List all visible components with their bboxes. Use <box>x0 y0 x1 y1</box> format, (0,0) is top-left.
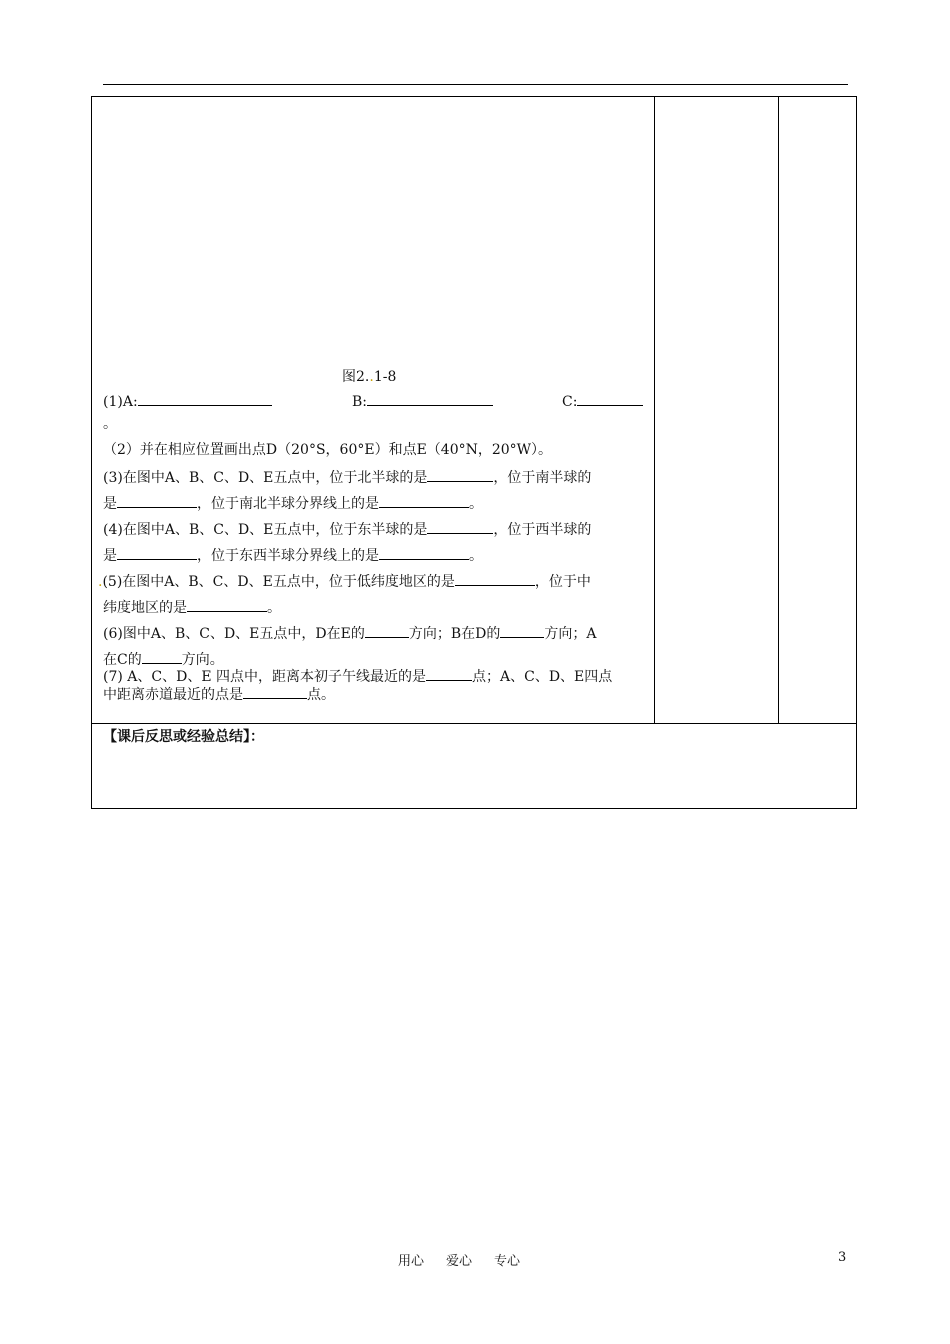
answer-blank-b-from-d[interactable] <box>500 623 544 638</box>
answer-blank-b[interactable] <box>367 391 493 406</box>
answer-blank-low-latitude[interactable] <box>455 571 535 586</box>
question-4: (4)在图中A、B、C、D、E五点中，位于东半球的是 ，位于西半球的 <box>103 519 591 539</box>
question-5-cont: 纬度地区的是 。 <box>103 597 281 617</box>
question-3-cont: 是 ，位于南北半球分界线上的是 。 <box>103 493 483 513</box>
answer-blank-west[interactable] <box>117 545 197 560</box>
answer-blank-d-from-e[interactable] <box>365 623 409 638</box>
answer-blank-east[interactable] <box>427 519 493 534</box>
answer-blank-a-from-c[interactable] <box>142 649 182 664</box>
answer-blank-equator-nearest[interactable] <box>243 684 307 699</box>
answer-blank-south[interactable] <box>117 493 197 508</box>
answer-blank-north[interactable] <box>427 467 493 482</box>
question-3: (3)在图中A、B、C、D、E五点中，位于北半球的是 ，位于南半球的 <box>103 467 591 487</box>
footer-motto-2: 爱心 <box>446 1254 473 1269</box>
answer-blank-boundary[interactable] <box>379 545 469 560</box>
answer-blank-c[interactable] <box>577 391 643 406</box>
row-divider <box>91 723 857 724</box>
question-2: （2）并在相应位置画出点D（20°S，60°E）和点E（40°N，20°W）。 <box>103 442 553 458</box>
question-7: (7) A、C、D、E 四点中，距离本初子午线最近的是 点；A、C、D、E四点 <box>103 666 612 686</box>
reflection-heading: 【课后反思或经验总结】： <box>103 729 264 745</box>
header-rule <box>103 84 848 85</box>
figure-caption: 图2..1-8 <box>342 369 397 385</box>
footer-motto-1: 用心 <box>398 1254 425 1269</box>
question-1-end: 。 <box>103 416 117 432</box>
column-divider-1 <box>654 96 655 724</box>
answer-blank-a[interactable] <box>138 391 272 406</box>
column-divider-2 <box>778 96 779 724</box>
question-6: (6)图中A、B、C、D、E五点中，D在E的 方向；B在D的 方向；A <box>103 623 596 643</box>
question-1-b: B: <box>352 391 493 411</box>
question-7-cont: 中距离赤道最近的点是 点。 <box>103 684 335 704</box>
footer-motto-3: 专心 <box>494 1254 521 1269</box>
answer-blank-mid-latitude[interactable] <box>187 597 267 612</box>
question-1: (1)A: <box>103 391 272 411</box>
question-1-c: C: <box>562 391 643 411</box>
question-4-cont: 是 ，位于东西半球分界线上的是 。 <box>103 545 483 565</box>
question-6-cont: 在C的 方向。 <box>103 649 224 669</box>
answer-blank-equator[interactable] <box>379 493 469 508</box>
page-number: 3 <box>838 1250 847 1265</box>
answer-blank-prime-meridian[interactable] <box>426 666 472 681</box>
question-5: .(5)在图中A、B、C、D、E五点中，位于低纬度地区的是 ，位于中 <box>98 571 591 591</box>
